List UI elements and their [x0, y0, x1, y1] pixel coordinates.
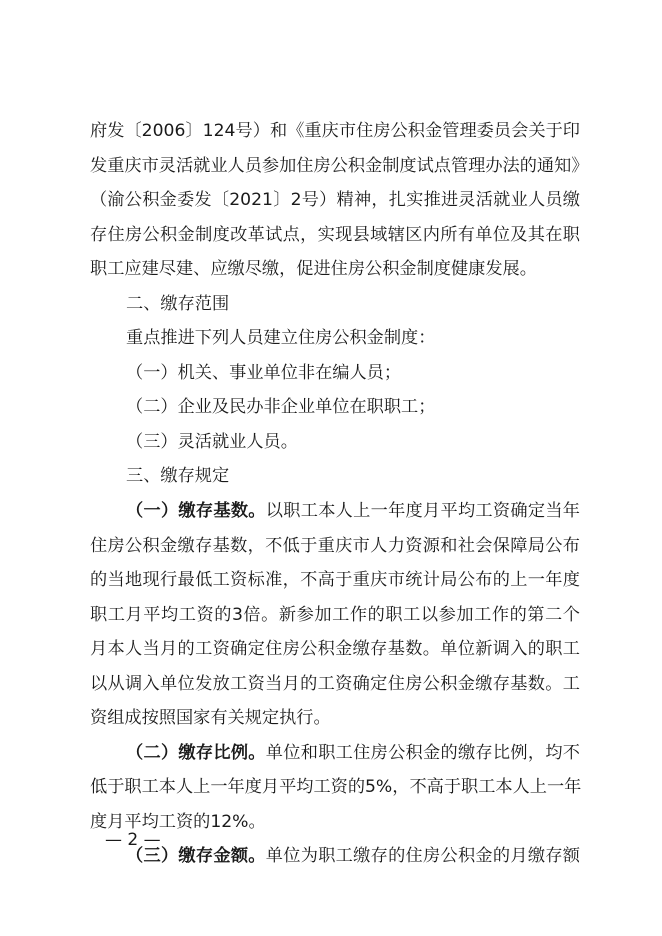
paragraph-line: 发重庆市灵活就业人员参加住房公积金制度试点管理办法的通知》: [90, 155, 589, 176]
list-item: （二）企业及民办非企业单位在职职工；: [126, 397, 436, 418]
subheading-contribution-ratio: （二）缴存比例。: [126, 742, 266, 763]
paragraph-text: 单位为职工缴存的住房公积金的月缴存额: [265, 846, 580, 867]
paragraph-line: 月本人当月的工资确定住房公积金缴存基数。单位新调入的职工: [90, 639, 580, 660]
paragraph-line: [90, 839, 580, 874]
document-body: [90, 114, 589, 874]
paragraph-text: 单位和职工住房公积金的缴存比例，均不: [265, 742, 580, 763]
paragraph-line: 职工应建尽建、应缴尽缴，促进住房公积金制度健康发展。: [90, 259, 537, 280]
list-item: （一）机关、事业单位非在编人员；: [126, 362, 402, 383]
section-heading-contribution-scope: 二、缴存范围: [126, 293, 230, 314]
list-item: （三）灵活就业人员。: [126, 431, 298, 452]
paragraph-line: 的当地现行最低工资标准，不高于重庆市统计局公布的上一年度: [90, 570, 580, 591]
paragraph-line: [90, 736, 580, 771]
paragraph-line: [90, 494, 580, 529]
paragraph-text: 以职工本人上一年度月平均工资确定当年: [265, 501, 580, 522]
paragraph-line: 职工月平均工资的3倍。新参加工作的职工以参加工作的第二个: [90, 604, 580, 625]
subheading-contribution-amount: （三）缴存金额。: [126, 846, 266, 867]
paragraph-line: 资组成按照国家有关规定执行。: [90, 708, 331, 729]
paragraph-line: 以从调入单位发放工资当月的工资确定住房公积金缴存基数。工: [90, 673, 580, 694]
paragraph-line: 住房公积金缴存基数，不低于重庆市人力资源和社会保障局公布: [90, 535, 580, 556]
page-number: — 2 —: [105, 830, 161, 850]
paragraph-line: 重点推进下列人员建立住房公积金制度：: [126, 328, 436, 349]
paragraph-line: 度月平均工资的12%。: [90, 811, 266, 832]
paragraph-line: 府发〔2006〕124号）和《重庆市住房公积金管理委员会关于印: [90, 121, 580, 141]
paragraph-line: （渝公积金委发〔2021〕2号）精神，扎实推进灵活就业人员缴: [90, 190, 580, 211]
paragraph-line: 存住房公积金制度改革试点，实现县域辖区内所有单位及其在职: [90, 224, 580, 245]
paragraph-line: 低于职工本人上一年度月平均工资的5%，不高于职工本人上一年: [90, 777, 582, 798]
subheading-contribution-base: （一）缴存基数。: [126, 501, 266, 522]
section-heading-contribution-rules: 三、缴存规定: [126, 466, 230, 487]
